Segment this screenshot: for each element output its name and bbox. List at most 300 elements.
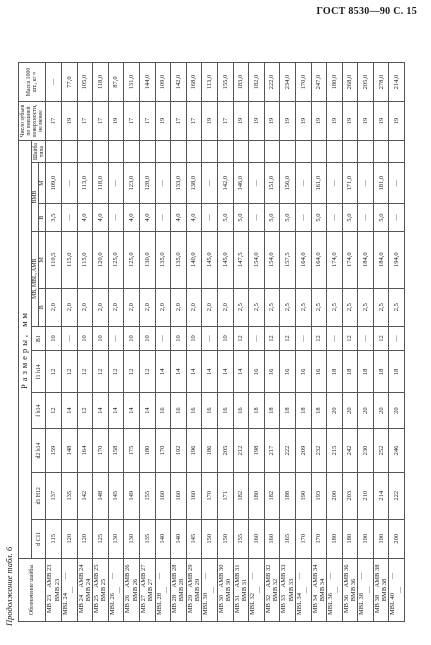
col-b: B [39,288,46,326]
cell-z: 17 [217,102,233,141]
cell-f: 16 [217,393,233,429]
cell-spacer [139,141,155,163]
table-row [155,63,171,622]
cell-bm: — [202,163,218,204]
cell-d: 165 [280,519,296,558]
table-row [202,63,218,622]
cell-f: 20 [389,393,405,429]
cell-d1: 222 [389,472,405,519]
designation-d3n: BMB 29 [194,578,202,602]
cell-z: 17 [93,102,109,141]
table-body [46,63,405,622]
cell-m: 145,0 [202,231,218,288]
cell-f: 14 [62,393,78,429]
cell-mass: 155,0 [217,63,233,102]
cell-bm: 181,0 [373,163,389,204]
cell-d: 155 [233,519,249,558]
cell-bb: — [155,204,171,232]
sizes-header: Размеры, мм [19,141,32,559]
designation-d2n: — [327,572,335,580]
cell-b1: 12 [264,326,280,351]
col-teeth: Число зубьев по внешней поверхности, не менее [19,102,46,141]
cell-d1: 148 [93,472,109,519]
designation-d1n: MB 26 [124,594,132,614]
cell-spacer [311,141,327,163]
cell-bb: — [108,204,124,232]
cell-f: 14 [139,393,155,429]
cell-f1: 14 [217,351,233,393]
cell-b: 2,0 [202,288,218,326]
designation-cell [233,559,249,622]
cell-f1: 16 [295,351,311,393]
cell-b: 2,0 [155,288,171,326]
designation-d2n: AMB 31 [233,564,241,588]
designation-d2n: AMB 30 [217,564,225,588]
designation-cell [327,559,343,622]
cell-spacer [202,141,218,163]
cell-b1: — [155,326,171,351]
col-bmb-b: B [39,204,46,232]
cell-bm: 118,0 [93,163,109,204]
cell-d2: 212 [233,429,249,473]
cell-z: 19 [373,102,389,141]
cell-f: 18 [295,393,311,429]
cell-mass: 113,0 [202,63,218,102]
cell-b1: — [358,326,374,351]
cell-d1: 155 [139,472,155,519]
designation-d3n: BMB 23 [53,578,61,602]
cell-d2: 175 [124,429,140,473]
cell-bb: 5,0 [373,204,389,232]
cell-b: 2,5 [342,288,358,326]
continuation-label: Продолжение табл. 6 [4,546,14,626]
designation-d3n: — [162,586,170,594]
cell-b1: 10 [217,326,233,351]
cell-m: 174,0 [342,231,358,288]
cell-f: 12 [77,393,93,429]
cell-f: 20 [373,393,389,429]
designation-d3n: — [334,586,342,594]
designation-d3n: BMB 32 [272,578,280,602]
cell-spacer [249,141,265,163]
cell-z: 19 [358,102,374,141]
designation-d1n: MBL 30 [202,593,210,615]
cell-mass: 105,0 [77,63,93,102]
cell-z: 19 [62,102,78,141]
designation-cell [217,559,233,622]
cell-bb: 5,0 [233,204,249,232]
sizes-table [18,62,405,622]
cell-d2: 230 [358,429,374,473]
cell-f1: 16 [264,351,280,393]
designation-d2n: AMB 34 [311,564,319,588]
cell-m: 184,0 [373,231,389,288]
cell-mass: 214,0 [389,63,405,102]
cell-b: 2,5 [358,288,374,326]
designation-d2n: — [249,572,257,580]
cell-z: 19 [202,102,218,141]
cell-b1: — [295,326,311,351]
cell-f1: 12 [108,351,124,393]
cell-m: 157,5 [280,231,296,288]
designation-d1n: MBL 38 [358,593,366,615]
cell-d2: 186 [202,429,218,473]
cell-d2: 198 [249,429,265,473]
cell-m: 130,0 [139,231,155,288]
cell-z: 19 [327,102,343,141]
designation-d3n: BMB 26 [131,578,139,602]
cell-f1: 18 [327,351,343,393]
cell-m: 164,0 [295,231,311,288]
cell-z: 17 [124,102,140,141]
cell-f1: 12 [46,351,62,393]
cell-d1: 180 [249,472,265,519]
cell-b: 2,5 [311,288,327,326]
cell-d1: 142 [77,472,93,519]
cell-bm: 156,0 [280,163,296,204]
cell-b1: 10 [186,326,202,351]
cell-d2: 222 [280,429,296,473]
cell-z: 19 [108,102,124,141]
cell-bb: — [327,204,343,232]
cell-z: 19 [155,102,171,141]
table-row [373,63,389,622]
designation-d2n: — [295,572,303,580]
designation-d1n: MBL 26 [108,593,116,615]
cell-bb: — [249,204,265,232]
cell-d1: 160 [171,472,187,519]
cell-b1: 12 [342,326,358,351]
designation-d1n: MBL 28 [155,593,163,615]
cell-z: 19 [264,102,280,141]
cell-bm: 128,0 [139,163,155,204]
designation-cell [155,559,171,622]
cell-f: 20 [342,393,358,429]
cell-d2: 242 [342,429,358,473]
cell-m: 147,5 [233,231,249,288]
col-bmb-m: M [39,163,46,204]
cell-d1: 190 [295,472,311,519]
cell-f: 16 [155,393,171,429]
designation-d3n: — [256,586,264,594]
table-row [108,63,124,622]
cell-d: 180 [327,519,343,558]
cell-d1: 171 [217,472,233,519]
cell-spacer [171,141,187,163]
cell-d2: 164 [77,429,93,473]
cell-d1: 137 [46,472,62,519]
cell-d1: 145 [108,472,124,519]
table-row [389,63,405,622]
designation-d3n: BMB 38 [381,578,389,602]
cell-f: 18 [280,393,296,429]
cell-d1: 135 [62,472,78,519]
cell-d2: 246 [389,429,405,473]
cell-bb: 4,0 [124,204,140,232]
cell-bb: 3,5 [46,204,62,232]
cell-bm: 113,0 [77,163,93,204]
designation-d3n: BMB 25 [100,578,108,602]
cell-spacer [389,141,405,163]
cell-d: 170 [311,519,327,558]
cell-bb: 5,0 [342,204,358,232]
cell-bb: 5,0 [264,204,280,232]
cell-f: 16 [202,393,218,429]
cell-m: 115,0 [62,231,78,288]
designation-d1n: MB 38 [373,594,381,614]
cell-m: 154,0 [249,231,265,288]
designation-cell [77,559,93,622]
cell-spacer [358,141,374,163]
designation-d3n: BMB 36 [349,578,357,602]
designation-d1n: MB 34 [311,594,319,614]
cell-bm: 171,0 [342,163,358,204]
cell-spacer [280,141,296,163]
cell-b1: 10 [93,326,109,351]
designation-d1n: MBL 34 [295,593,303,615]
designation-cell [124,559,140,622]
cell-z: 19 [389,102,405,141]
designation-cell [108,559,124,622]
cell-mass: 183,0 [233,63,249,102]
cell-f1: 12 [93,351,109,393]
cell-bm: 151,0 [264,163,280,204]
cell-d1: 188 [280,472,296,519]
cell-d2: 252 [373,429,389,473]
cell-d2: 232 [311,429,327,473]
cell-mass: 118,0 [93,63,109,102]
table-row [327,63,343,622]
designation-d2n: — [108,572,116,580]
designation-cell [264,559,280,622]
cell-z: 19 [311,102,327,141]
cell-mass: 205,0 [358,63,374,102]
cell-z: 17 [46,102,62,141]
cell-mass: 87,0 [108,63,124,102]
cell-f: 14 [108,393,124,429]
cell-d: 125 [93,519,109,558]
cell-d: 145 [186,519,202,558]
cell-spacer [108,141,124,163]
cell-d: 140 [155,519,171,558]
cell-d: 130 [124,519,140,558]
cell-f1: 12 [77,351,93,393]
designation-cell [389,559,405,622]
cell-spacer [217,141,233,163]
cell-mass: 131,0 [124,63,140,102]
cell-f1: 14 [155,351,171,393]
cell-bm: — [327,163,343,204]
cell-bm: — [62,163,78,204]
designation-d3n: BMB 24 [84,578,92,602]
cell-b: 2,0 [77,288,93,326]
cell-b1: 12 [233,326,249,351]
cell-mass: 234,0 [280,63,296,102]
cell-bm: — [249,163,265,204]
cell-f1: 18 [342,351,358,393]
cell-f: 20 [358,393,374,429]
cell-d1: 149 [124,472,140,519]
cell-bb: 5,0 [311,204,327,232]
cell-b1: 10 [77,326,93,351]
table-row [342,63,358,622]
cell-mass: 182,0 [249,63,265,102]
cell-m: 145,0 [217,231,233,288]
cell-b1: 12 [280,326,296,351]
cell-b1: — [62,326,78,351]
cell-z: 17 [77,102,93,141]
designation-cell [249,559,265,622]
cell-b: 2,0 [186,288,202,326]
designation-d1n: MB 25 [93,594,101,614]
cell-m: 174,0 [327,231,343,288]
cell-f: 16 [186,393,202,429]
col-b1: B1 [32,326,46,351]
cell-d1: 170 [202,472,218,519]
cell-f1: 16 [249,351,265,393]
designation-d3n: — [396,586,404,594]
table-row [62,63,78,622]
designation-d2n: — [358,572,366,580]
cell-b: 2,0 [46,288,62,326]
cell-b: 2,5 [373,288,389,326]
table-row [280,63,296,622]
designation-d1n: MB 36 [342,594,350,614]
designation-d2n: AMB 29 [186,564,194,588]
designation-d2n: AMB 32 [264,564,272,588]
cell-mass: 180,0 [327,63,343,102]
designation-d3n: — [303,586,311,594]
designation-d1n: MB 33 [280,594,288,614]
cell-f1: 14 [171,351,187,393]
page-header: ГОСТ 8530—90 С. 15 [316,6,417,17]
cell-spacer [342,141,358,163]
table-row [171,63,187,622]
designation-d1n: MB 29 [186,594,194,614]
cell-d2: 217 [264,429,280,473]
cell-d2: 196 [186,429,202,473]
rotated-table-block [4,62,408,626]
designation-d2n: AMB 28 [171,564,179,588]
cell-f1: 18 [373,351,389,393]
designation-d3n: BMB 31 [240,578,248,602]
table-row [139,63,155,622]
designation-d1n: MBL 24 [62,593,69,615]
cell-b1: 10 [46,326,62,351]
cell-bm: 138,0 [186,163,202,204]
cell-z: 19 [233,102,249,141]
cell-m: 194,0 [389,231,405,288]
cell-m: 125,0 [124,231,140,288]
designation-cell [202,559,218,622]
cell-m: 125,0 [108,231,124,288]
designation-d1n: MB 28 [171,594,179,614]
cell-d2: 180 [139,429,155,473]
table-row [217,63,233,622]
cell-f1: 12 [139,351,155,393]
cell-d: 160 [249,519,265,558]
cell-bb: 4,0 [171,204,187,232]
cell-spacer [186,141,202,163]
cell-bm: — [358,163,374,204]
cell-spacer [62,141,78,163]
designation-cell [186,559,202,622]
cell-bb: — [202,204,218,232]
designation-cell [295,559,311,622]
cell-mass: 109,0 [155,63,171,102]
cell-f1: 16 [280,351,296,393]
cell-spacer [373,141,389,163]
table-row [264,63,280,622]
cell-d1: 214 [373,472,389,519]
cell-mass: 168,0 [186,63,202,102]
designation-cell [280,559,296,622]
cell-d: 115 [46,519,62,558]
cell-b: 2,5 [327,288,343,326]
designation-d1n: MBL 40 [389,593,397,615]
cell-z: 19 [280,102,296,141]
designation-d2n: — [389,572,397,580]
cell-spacer [77,141,93,163]
table-row [46,63,62,622]
col-d1: d1 H12 [32,472,46,519]
cell-b1: 12 [373,326,389,351]
cell-d: 120 [77,519,93,558]
cell-d: 135 [139,519,155,558]
cell-d2: 159 [46,429,62,473]
designation-d1n: MB 23 [46,594,54,614]
cell-f: 18 [264,393,280,429]
cell-b1: 10 [139,326,155,351]
designation-d1n: MB 24 [77,594,85,614]
designation-d1n: MB 32 [264,594,272,614]
col-washer-type: Шайба типа [32,141,46,163]
cell-b: 2,0 [62,288,78,326]
col-bmb: BMB [32,163,39,232]
cell-mass: 278,0 [373,63,389,102]
designation-d3n: BMB 30 [225,578,233,602]
cell-d1: 200 [327,472,343,519]
cell-m: 135,0 [155,231,171,288]
cell-mass: 144,0 [139,63,155,102]
cell-mass: 77,0 [62,63,78,102]
cell-bm: — [389,163,405,204]
col-mb-group: MB, MBL, AMB [32,231,39,326]
cell-d: 160 [264,519,280,558]
cell-f1: 12 [62,351,78,393]
cell-f1: 14 [202,351,218,393]
cell-d: 140 [171,519,187,558]
cell-b1: 12 [311,326,327,351]
cell-m: 184,0 [358,231,374,288]
cell-spacer [295,141,311,163]
table-row [233,63,249,622]
col-f: f h14 [32,393,46,429]
designation-d3n: BMB 33 [287,578,295,602]
table-row [311,63,327,622]
col-m: M [39,231,46,288]
designation-d2n: — [155,572,163,580]
table-row [186,63,202,622]
designation-d3n: — [365,586,373,594]
table-row [124,63,140,622]
cell-bb: 4,0 [93,204,109,232]
cell-b: 2,0 [139,288,155,326]
designation-d3n: — [69,586,77,594]
designation-d1n: MBL 32 [249,593,257,615]
cell-d1: 160 [186,472,202,519]
cell-d: 190 [358,519,374,558]
